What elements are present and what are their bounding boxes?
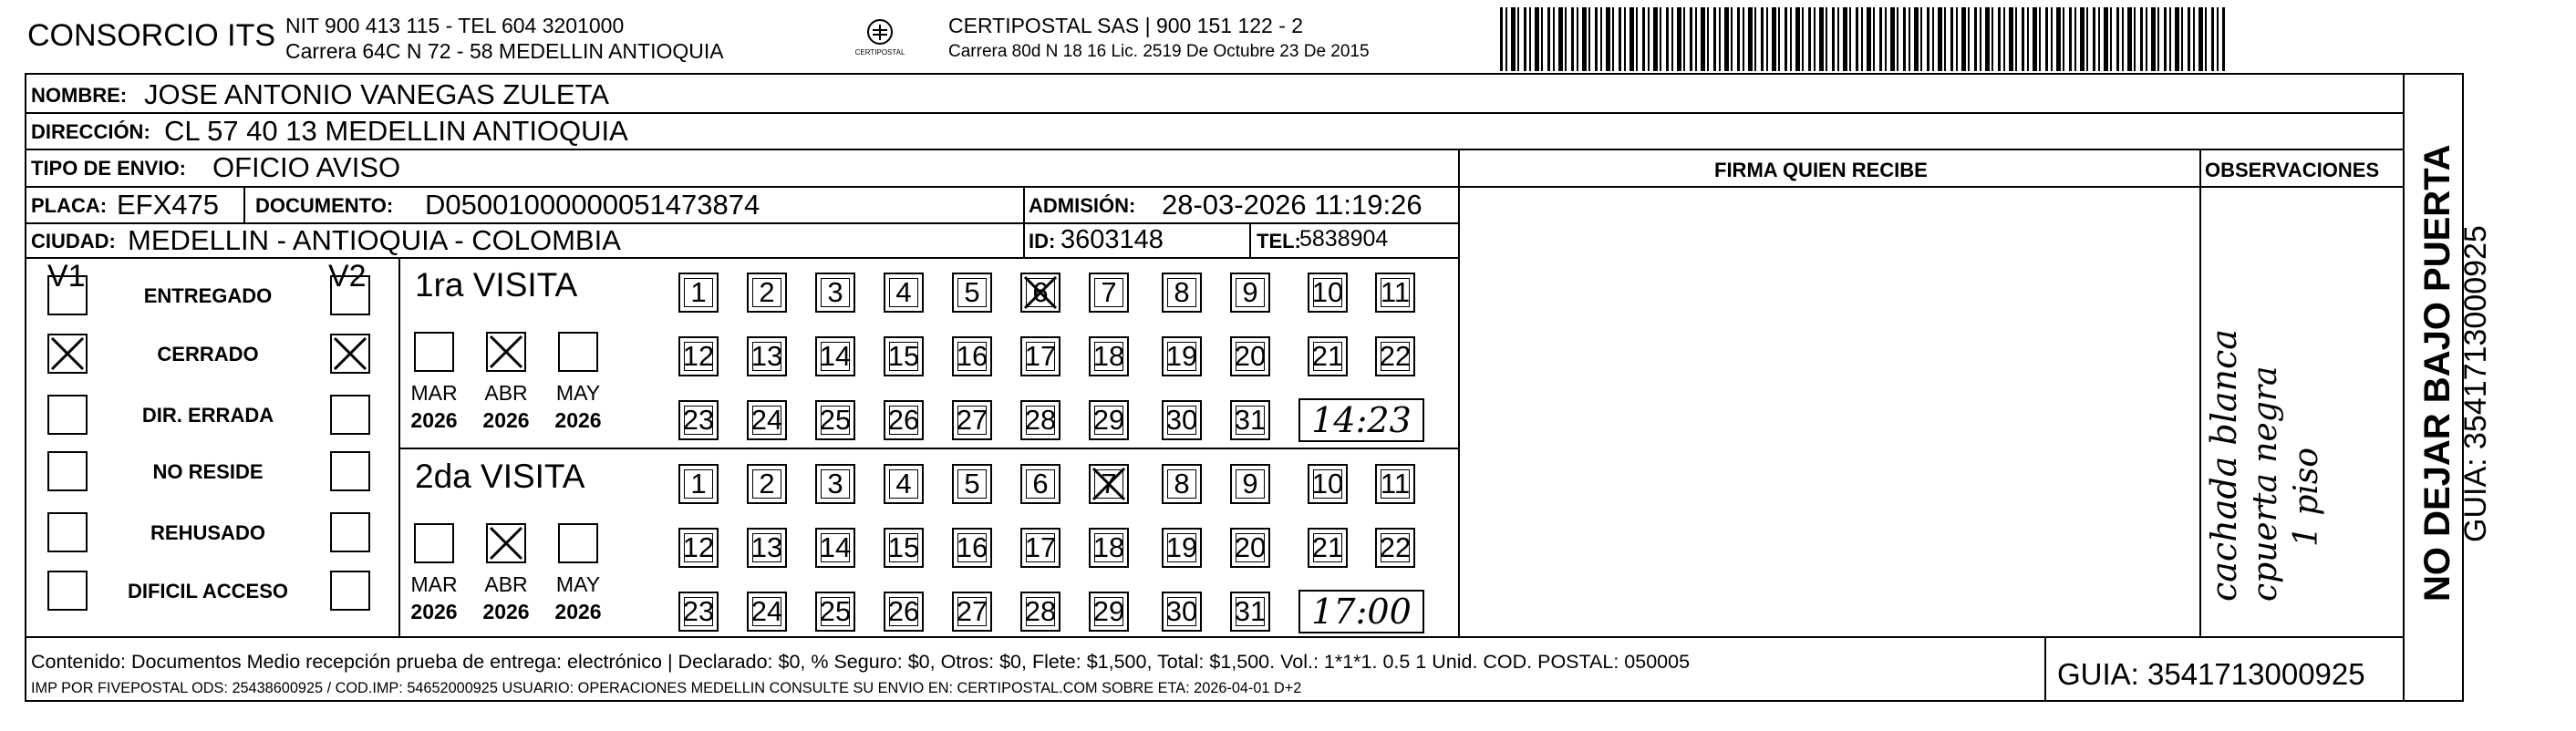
- day-box[interactable]: 26: [884, 400, 924, 440]
- v1-checkbox[interactable]: [47, 571, 88, 611]
- day-box[interactable]: 4: [884, 464, 924, 504]
- observations-line-3: 1 piso: [2288, 447, 2325, 547]
- day-mark: [1091, 466, 1127, 502]
- city-value: MEDELLIN - ANTIOQUIA - COLOMBIA: [128, 224, 621, 256]
- name-label: NOMBRE:: [31, 84, 128, 107]
- day-box[interactable]: 24: [747, 592, 787, 632]
- visit-title: 1ra VISITA: [415, 266, 578, 304]
- day-box[interactable]: 21: [1308, 336, 1348, 376]
- day-box[interactable]: 13: [747, 528, 787, 568]
- observations-line-2: cpuerta negra: [2247, 366, 2284, 602]
- city-label: CIUDAD:: [31, 230, 116, 252]
- month-label: MAR: [410, 381, 458, 405]
- month-checkbox[interactable]: [558, 523, 598, 563]
- day-box[interactable]: 8: [1162, 464, 1202, 504]
- day-box[interactable]: 25: [815, 592, 855, 632]
- day-box[interactable]: 18: [1089, 336, 1129, 376]
- signature-area[interactable]: [1460, 188, 2198, 634]
- signature-header: FIRMA QUIEN RECIBE: [1714, 159, 1928, 181]
- day-box[interactable]: 26: [884, 592, 924, 632]
- status-option-label: ENTREGADO: [143, 284, 273, 307]
- day-box[interactable]: 7: [1089, 464, 1129, 504]
- day-box[interactable]: 20: [1230, 528, 1270, 568]
- day-mark: [1022, 274, 1059, 311]
- month-label: MAR: [410, 572, 458, 596]
- v2-label: V2: [328, 259, 367, 293]
- day-box[interactable]: 30: [1162, 400, 1202, 440]
- shipment-type: OFICIO AVISO: [212, 151, 401, 183]
- day-box[interactable]: 16: [952, 528, 992, 568]
- tel-value: 5838904: [1299, 226, 1389, 252]
- day-box[interactable]: 16: [952, 336, 992, 376]
- side-warning: NO DEJAR BAJO PUERTA: [2417, 144, 2457, 602]
- year-label: 2026: [554, 600, 602, 623]
- address-label: DIRECCIÓN:: [31, 120, 150, 143]
- day-box[interactable]: 2: [747, 273, 787, 313]
- day-box[interactable]: 3: [815, 273, 855, 313]
- day-box[interactable]: 25: [815, 400, 855, 440]
- plate-label: PLACA:: [31, 194, 108, 217]
- day-box[interactable]: 10: [1308, 464, 1348, 504]
- day-box[interactable]: 13: [747, 336, 787, 376]
- day-box[interactable]: 7: [1089, 273, 1129, 313]
- month-checkbox[interactable]: [414, 523, 454, 563]
- type-label: TIPO DE ENVIO:: [31, 157, 186, 180]
- month-mark: [488, 525, 524, 561]
- day-box[interactable]: 1: [678, 273, 719, 313]
- day-box[interactable]: 5: [952, 464, 992, 504]
- month-label: MAY: [555, 572, 601, 596]
- v1-checkbox[interactable]: [47, 512, 88, 552]
- footer-guia: GUIA: 3541713000925: [2057, 657, 2365, 691]
- visit-time: 17:00: [1298, 590, 1424, 633]
- v2-mark: [332, 335, 368, 372]
- company-name: CONSORCIO ITS: [27, 18, 276, 53]
- observations-header: OBSERVACIONES: [2205, 159, 2380, 181]
- side-guia: GUIA: 3541713000925: [2458, 225, 2493, 542]
- footer-imp: IMP POR FIVEPOSTAL ODS: 25438600925 / COD.IMP: 54652000925 USUARIO: OPERACIONES MEDELLIN CONSULTE SU ENVIO EN: CERTIPOSTAL.COM SOBRE ETA: 2026-04-01 D+2: [31, 680, 1302, 696]
- v2-checkbox[interactable]: [330, 571, 370, 611]
- day-box[interactable]: 28: [1020, 592, 1060, 632]
- recipient-address: CL 57 40 13 MEDELLIN ANTIOQUIA: [164, 115, 628, 147]
- year-label: 2026: [482, 600, 530, 623]
- logo-text: CERTIPOSTAL: [854, 48, 905, 57]
- month-mark: [488, 334, 524, 370]
- day-box[interactable]: 9: [1230, 273, 1270, 313]
- certipostal-logo: [853, 16, 907, 62]
- day-box[interactable]: 23: [678, 592, 719, 632]
- day-box[interactable]: 27: [952, 400, 992, 440]
- v1-checkbox[interactable]: [47, 395, 88, 435]
- recipient-name: JOSE ANTONIO VANEGAS ZULETA: [144, 78, 609, 110]
- day-box[interactable]: 31: [1230, 400, 1270, 440]
- day-box[interactable]: 24: [747, 400, 787, 440]
- day-box[interactable]: 17: [1020, 336, 1060, 376]
- v2-checkbox[interactable]: [330, 451, 370, 491]
- day-box[interactable]: 22: [1375, 528, 1415, 568]
- month-label: MAY: [555, 381, 601, 405]
- courier-name: CERTIPOSTAL SAS | 900 151 122 - 2: [948, 14, 1304, 37]
- day-box[interactable]: 12: [678, 336, 719, 376]
- v1-label: V1: [47, 259, 86, 293]
- status-option-label: DIR. ERRADA: [141, 404, 274, 427]
- day-box[interactable]: 10: [1308, 273, 1348, 313]
- status-option-label: CERRADO: [157, 343, 259, 366]
- v1-mark: [49, 335, 86, 372]
- day-box[interactable]: 29: [1089, 592, 1129, 632]
- day-box[interactable]: 14: [815, 528, 855, 568]
- day-box[interactable]: 27: [952, 592, 992, 632]
- status-option-label: NO RESIDE: [152, 460, 264, 483]
- day-box[interactable]: 28: [1020, 400, 1060, 440]
- day-box[interactable]: 4: [884, 273, 924, 313]
- year-label: 2026: [410, 600, 458, 623]
- id-label: ID:: [1029, 230, 1056, 252]
- day-box[interactable]: 21: [1308, 528, 1348, 568]
- day-box[interactable]: 11: [1375, 464, 1415, 504]
- day-box[interactable]: 17: [1020, 528, 1060, 568]
- day-box[interactable]: 3: [815, 464, 855, 504]
- day-box[interactable]: 31: [1230, 592, 1270, 632]
- document-value: D05001000000051473874: [425, 189, 760, 221]
- day-box[interactable]: 8: [1162, 273, 1202, 313]
- day-box[interactable]: 29: [1089, 400, 1129, 440]
- id-value: 3603148: [1060, 225, 1164, 254]
- v2-checkbox[interactable]: [330, 395, 370, 435]
- footer-content: Contenido: Documentos Medio recepción prueba de entrega: electrónico | Declarado: $0, % Seguro: $0, Otros: $0, Flete: $1,500, Total: $1,500. Vol.: 1*1*1. 0.5 1 Unid. COD. POSTAL: 050005: [31, 651, 1691, 673]
- month-checkbox[interactable]: [414, 332, 454, 372]
- status-option-label: REHUSADO: [150, 521, 265, 544]
- visit-title: 2da VISITA: [415, 458, 585, 495]
- v1-checkbox[interactable]: [47, 275, 88, 315]
- v2-checkbox[interactable]: [330, 275, 370, 315]
- admission-label: ADMISIÓN:: [1029, 194, 1136, 217]
- day-box[interactable]: 6: [1020, 273, 1060, 313]
- day-box[interactable]: 14: [815, 336, 855, 376]
- month-checkbox[interactable]: [558, 332, 598, 372]
- visit-time: 14:23: [1298, 398, 1424, 442]
- year-label: 2026: [410, 408, 458, 432]
- day-box[interactable]: 2: [747, 464, 787, 504]
- day-box[interactable]: 23: [678, 400, 719, 440]
- day-box[interactable]: 11: [1375, 273, 1415, 313]
- v2-checkbox[interactable]: [330, 512, 370, 552]
- month-label: ABR: [484, 381, 528, 405]
- v1-checkbox[interactable]: [47, 451, 88, 491]
- year-label: 2026: [554, 408, 602, 432]
- day-box[interactable]: 1: [678, 464, 719, 504]
- day-box[interactable]: 9: [1230, 464, 1270, 504]
- day-box[interactable]: 5: [952, 273, 992, 313]
- day-box[interactable]: 6: [1020, 464, 1060, 504]
- admission-value: 28-03-2026 11:19:26: [1162, 189, 1422, 221]
- document-label: DOCUMENTO:: [255, 194, 394, 217]
- month-label: ABR: [484, 572, 528, 596]
- year-label: 2026: [482, 408, 530, 432]
- day-box[interactable]: 15: [884, 528, 924, 568]
- day-box[interactable]: 12: [678, 528, 719, 568]
- day-box[interactable]: 30: [1162, 592, 1202, 632]
- barcode: [1500, 7, 2225, 71]
- observations-line-1: cachada blanca: [2204, 329, 2244, 602]
- courier-address: Carrera 80d N 18 16 Lic. 2519 De Octubre 23 De 2015: [948, 42, 1370, 61]
- day-box[interactable]: 19: [1162, 528, 1202, 568]
- day-box[interactable]: 15: [884, 336, 924, 376]
- day-box[interactable]: 19: [1162, 336, 1202, 376]
- company-address: Carrera 64C N 72 - 58 MEDELLIN ANTIOQUIA: [285, 39, 724, 63]
- tel-label: TEL:: [1257, 230, 1301, 252]
- company-nit-tel: NIT 900 413 115 - TEL 604 3201000: [285, 14, 625, 37]
- day-box[interactable]: 20: [1230, 336, 1270, 376]
- status-option-label: DIFICIL ACCESO: [127, 580, 289, 602]
- plate-value: EFX475: [117, 189, 220, 221]
- day-box[interactable]: 22: [1375, 336, 1415, 376]
- day-box[interactable]: 18: [1089, 528, 1129, 568]
